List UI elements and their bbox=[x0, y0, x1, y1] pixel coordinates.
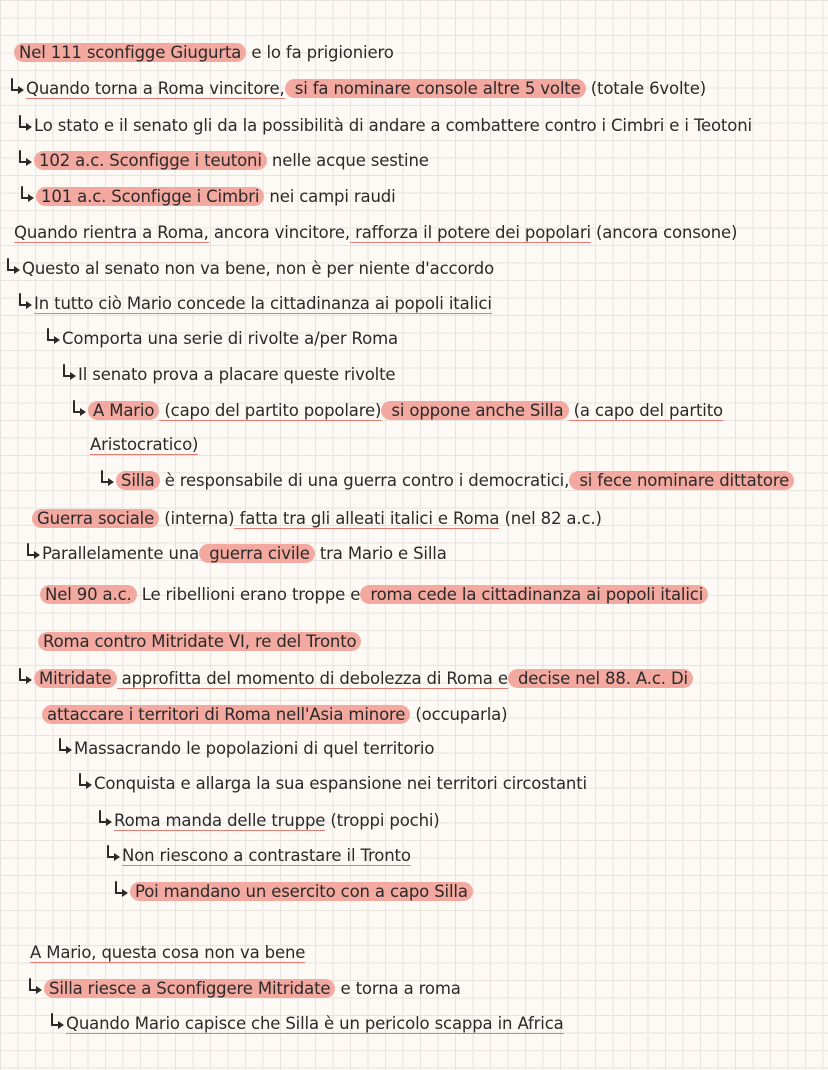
arrow-icon bbox=[20, 186, 33, 204]
note-line-14 bbox=[32, 506, 602, 532]
arrow-icon bbox=[46, 328, 59, 346]
text: Massacrando le popolazioni di quel territorio bbox=[74, 739, 435, 758]
note-line-16 bbox=[40, 582, 708, 608]
arrow-icon bbox=[62, 364, 75, 382]
highlight: si oppone anche Silla bbox=[381, 401, 568, 420]
note-line-13 bbox=[100, 468, 794, 494]
text: ancora vincitore, bbox=[208, 223, 350, 242]
text: nelle acque sestine bbox=[266, 151, 429, 170]
highlight: Nel 111 sconfigge Giugurta bbox=[14, 43, 246, 62]
underlined-text: Non riescono a contrastare il Tronto bbox=[122, 846, 411, 865]
text: nei campi raudi bbox=[264, 187, 396, 206]
note-line-19 bbox=[42, 702, 507, 728]
highlight: A Mario bbox=[88, 401, 159, 420]
text: e torna a roma bbox=[335, 979, 461, 998]
note-line-6 bbox=[14, 220, 737, 246]
underlined-text: Quando torna a Roma vincitore, bbox=[26, 79, 285, 98]
text: (totale 6volte) bbox=[585, 79, 707, 98]
highlight: roma cede la cittadinanza ai popoli italici bbox=[360, 585, 708, 604]
note-line-21 bbox=[78, 771, 587, 797]
text: (interna) bbox=[159, 509, 235, 528]
note-line-18 bbox=[18, 666, 693, 692]
highlight: 101 a.c. Sconfigge i Cimbri bbox=[36, 187, 264, 206]
text: Il senato prova a placare queste rivolte bbox=[78, 365, 396, 384]
highlight: 102 a.c. Sconfigge i teutoni bbox=[34, 151, 267, 170]
underlined-text: (capo del partito popolare) bbox=[159, 401, 382, 420]
underlined-text: fatta tra gli alleati italici e Roma bbox=[234, 509, 500, 528]
text: tra Mario e Silla bbox=[314, 544, 447, 563]
highlight: attaccare i territori di Roma nell'Asia minore bbox=[42, 705, 410, 724]
underlined-text: rafforza il potere dei popolari bbox=[349, 223, 591, 242]
highlight: Mitridate bbox=[34, 669, 117, 688]
note-line-4 bbox=[18, 148, 429, 174]
highlight: si fa nominare console altre 5 volte bbox=[285, 79, 586, 98]
arrow-icon bbox=[98, 810, 111, 828]
highlight: Silla bbox=[116, 471, 160, 490]
arrow-icon bbox=[78, 773, 91, 791]
arrow-icon bbox=[28, 978, 41, 996]
note-line-22 bbox=[98, 808, 440, 834]
note-line-24 bbox=[114, 879, 473, 905]
underlined-text: A Mario, questa cosa non va bene bbox=[30, 943, 306, 962]
note-line-20 bbox=[58, 736, 434, 762]
arrow-icon bbox=[72, 400, 85, 418]
note-line-3 bbox=[18, 113, 752, 139]
note-line-9 bbox=[46, 326, 398, 352]
underlined-text: approfitta del momento di debolezza di Roma e bbox=[116, 669, 508, 688]
text: Le ribellioni erano troppe e bbox=[136, 585, 361, 604]
arrow-icon bbox=[26, 543, 39, 561]
arrow-icon bbox=[18, 668, 31, 686]
arrow-icon bbox=[18, 293, 31, 311]
underlined-text: Quando Mario capisce che Silla è un pericolo scappa in Africa bbox=[66, 1014, 564, 1033]
note-line-2 bbox=[10, 76, 706, 102]
note-line-15 bbox=[26, 541, 447, 567]
highlight: si fece nominare dittatore bbox=[569, 471, 794, 490]
note-line-8 bbox=[18, 291, 492, 317]
underlined-text: (a capo del partito bbox=[568, 401, 723, 420]
highlight: Poi mandano un esercito con a capo Silla bbox=[130, 882, 473, 901]
arrow-icon bbox=[50, 1013, 63, 1031]
arrow-icon bbox=[18, 150, 31, 168]
note-line-7 bbox=[6, 256, 494, 282]
arrow-icon bbox=[10, 78, 23, 96]
arrow-icon bbox=[58, 738, 71, 756]
note-line-12 bbox=[90, 432, 198, 458]
underlined-text: Aristocratico) bbox=[90, 435, 199, 454]
underlined-text: Quando rientra a Roma, bbox=[14, 223, 209, 242]
text: (occuparla) bbox=[410, 705, 508, 724]
text: (nel 82 a.c.) bbox=[499, 509, 602, 528]
arrow-icon bbox=[6, 258, 19, 276]
text: (ancora consone) bbox=[590, 223, 738, 242]
text: (troppi pochi) bbox=[325, 811, 440, 830]
text: Questo al senato non va bene, non è per niente d'accordo bbox=[22, 259, 495, 278]
note-line-11 bbox=[72, 398, 723, 424]
text: Comporta una serie di rivolte a/per Roma bbox=[62, 329, 398, 348]
text: Lo stato e il senato gli da la possibilità di andare a combattere contro i Cimbri e i Teotoni bbox=[34, 116, 752, 135]
highlight: Roma contro Mitridate VI, re del Tronto bbox=[38, 632, 361, 651]
note-line-10 bbox=[62, 362, 395, 388]
arrow-icon bbox=[100, 470, 113, 488]
highlight: Nel 90 a.c. bbox=[40, 585, 137, 604]
highlight: Silla riesce a Sconfiggere Mitridate bbox=[44, 979, 335, 998]
highlight: guerra civile bbox=[199, 544, 315, 563]
text: è responsabile di una guerra contro i democratici, bbox=[159, 471, 570, 490]
note-line-5 bbox=[20, 184, 396, 210]
note-line-25 bbox=[30, 940, 305, 966]
note-line-1 bbox=[14, 40, 394, 66]
text: Conquista e allarga la sua espansione nei territori circostanti bbox=[94, 774, 587, 793]
arrow-icon bbox=[106, 845, 119, 863]
underlined-text: In tutto ciò Mario concede la cittadinanza ai popoli italici bbox=[34, 294, 492, 313]
note-line-27 bbox=[50, 1011, 564, 1037]
note-line-26 bbox=[28, 976, 461, 1002]
arrow-icon bbox=[114, 881, 127, 899]
underlined-text: Roma manda delle truppe bbox=[114, 811, 326, 830]
highlight: decise nel 88. A.c. Di bbox=[508, 669, 693, 688]
highlight: Guerra sociale bbox=[32, 509, 159, 528]
note-line-17 bbox=[38, 629, 361, 655]
text: Parallelamente una bbox=[42, 544, 200, 563]
text: e lo fa prigioniero bbox=[246, 43, 394, 62]
note-line-23 bbox=[106, 843, 411, 869]
arrow-icon bbox=[18, 115, 31, 133]
